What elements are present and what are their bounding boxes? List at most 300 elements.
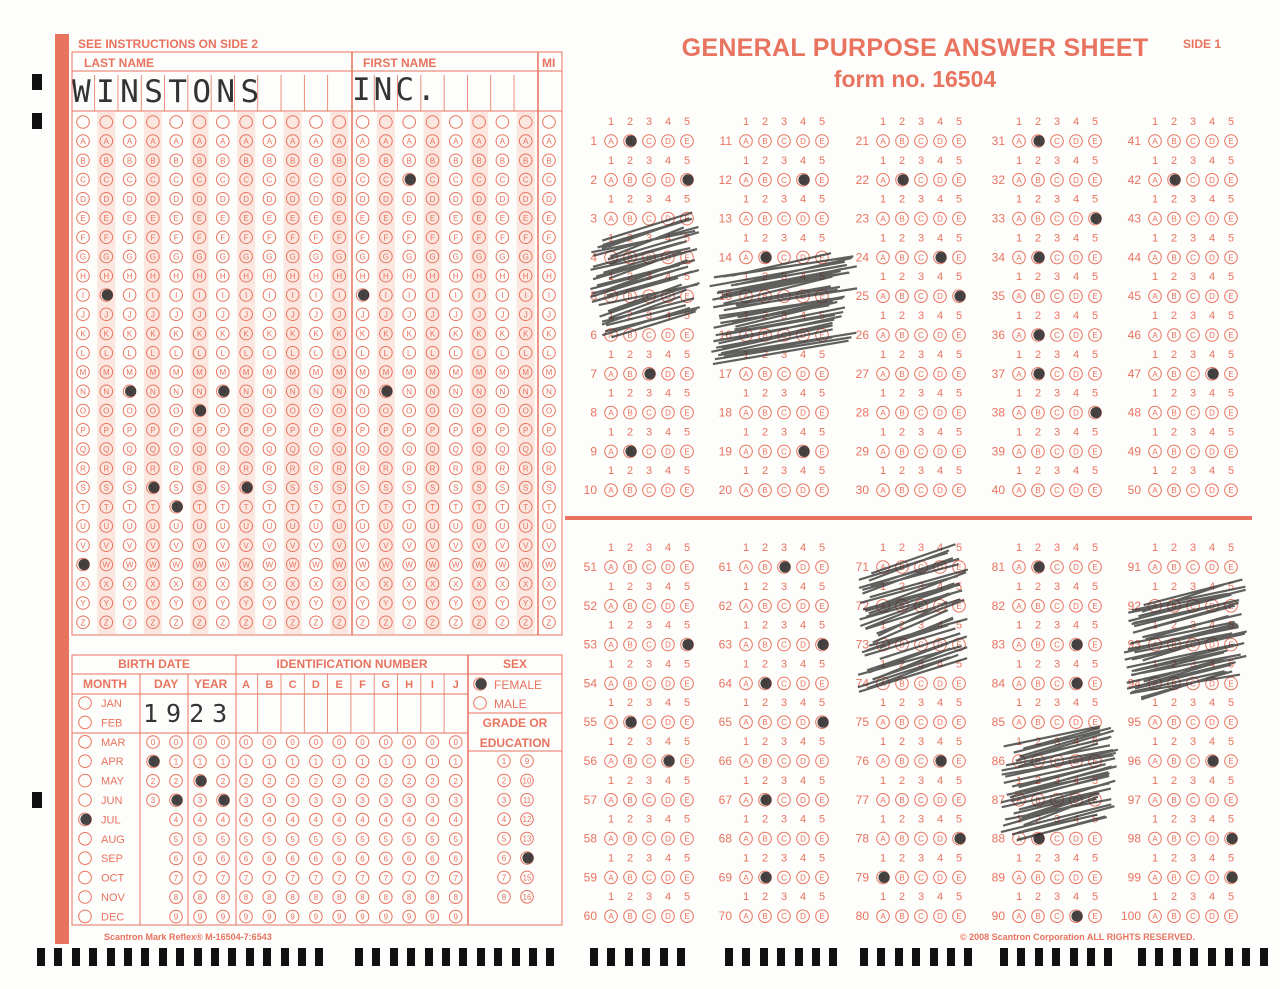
name-bubble-k[interactable]	[356, 327, 369, 340]
answer-34-e[interactable]	[1089, 251, 1102, 264]
name-bubble-i[interactable]	[403, 289, 416, 302]
answer-91-e[interactable]	[1225, 561, 1238, 574]
name-bubble-b[interactable]	[543, 154, 556, 167]
answer-3-c[interactable]	[643, 212, 656, 225]
name-bubble-q[interactable]	[496, 443, 509, 456]
answer-43-e[interactable]	[1225, 212, 1238, 225]
name-bubble-l[interactable]	[217, 346, 230, 359]
answer-23-a[interactable]	[877, 212, 890, 225]
name-blank-bubble[interactable]	[77, 116, 90, 129]
answer-21-d[interactable]	[934, 135, 947, 148]
answer-12-e[interactable]	[816, 174, 829, 187]
id-bubble-0[interactable]	[333, 736, 346, 749]
answer-11-d[interactable]	[797, 135, 810, 148]
name-bubble-y[interactable]	[123, 597, 136, 610]
answer-77-c[interactable]	[915, 794, 928, 807]
answer-26-b[interactable]	[896, 329, 909, 342]
answer-31-e[interactable]	[1089, 135, 1102, 148]
name-bubble-l[interactable]	[263, 346, 276, 359]
answer-54-a[interactable]	[605, 677, 618, 690]
id-bubble-7[interactable]	[426, 872, 439, 885]
name-bubble-g[interactable]	[170, 250, 183, 263]
answer-62-d[interactable]	[797, 600, 810, 613]
answer-66-c[interactable]	[778, 755, 791, 768]
answer-19-e[interactable]	[816, 445, 829, 458]
name-bubble-b[interactable]	[403, 154, 416, 167]
name-bubble-w[interactable]	[450, 558, 463, 571]
answer-55-b[interactable]	[624, 716, 637, 729]
answer-9-c[interactable]	[643, 445, 656, 458]
grade-bubble-12[interactable]	[521, 813, 534, 826]
id-bubble-4[interactable]	[426, 813, 439, 826]
answer-60-a[interactable]	[605, 910, 618, 923]
answer-22-b[interactable]	[896, 174, 909, 187]
answer-70-c[interactable]	[778, 910, 791, 923]
name-bubble-o[interactable]	[193, 404, 206, 417]
answer-39-e[interactable]	[1089, 445, 1102, 458]
name-bubble-y[interactable]	[170, 597, 183, 610]
name-bubble-a[interactable]	[543, 135, 556, 148]
answer-62-c[interactable]	[778, 600, 791, 613]
month-bubble-nov[interactable]	[79, 891, 92, 904]
name-bubble-g[interactable]	[310, 250, 323, 263]
answer-37-a[interactable]	[1013, 368, 1026, 381]
answer-12-d[interactable]	[797, 174, 810, 187]
id-bubble-3[interactable]	[426, 794, 439, 807]
name-bubble-w[interactable]	[217, 558, 230, 571]
id-bubble-6[interactable]	[380, 852, 393, 865]
id-bubble-6[interactable]	[263, 852, 276, 865]
answer-52-b[interactable]	[624, 600, 637, 613]
answer-13-e[interactable]	[816, 212, 829, 225]
name-bubble-f[interactable]	[217, 231, 230, 244]
name-bubble-a[interactable]	[123, 135, 136, 148]
id-bubble-6[interactable]	[426, 852, 439, 865]
answer-1-a[interactable]	[605, 135, 618, 148]
answer-18-d[interactable]	[797, 406, 810, 419]
id-bubble-1[interactable]	[426, 755, 439, 768]
sex-female-bubble[interactable]	[474, 678, 487, 691]
answer-10-d[interactable]	[662, 484, 675, 497]
name-bubble-w[interactable]	[403, 558, 416, 571]
answer-43-c[interactable]	[1187, 212, 1200, 225]
answer-68-e[interactable]	[816, 832, 829, 845]
name-bubble-o[interactable]	[77, 404, 90, 417]
answer-100-d[interactable]	[1206, 910, 1219, 923]
day-bubble-3[interactable]	[170, 794, 183, 807]
name-bubble-d[interactable]	[310, 192, 323, 205]
answer-25-a[interactable]	[877, 290, 890, 303]
grade-bubble-16[interactable]	[521, 891, 534, 904]
id-bubble-6[interactable]	[356, 852, 369, 865]
name-bubble-w[interactable]	[123, 558, 136, 571]
name-bubble-k[interactable]	[496, 327, 509, 340]
answer-14-b[interactable]	[759, 251, 772, 264]
answer-44-b[interactable]	[1168, 251, 1181, 264]
answer-61-b[interactable]	[759, 561, 772, 574]
name-bubble-z[interactable]	[123, 616, 136, 629]
answer-90-c[interactable]	[1051, 910, 1064, 923]
name-bubble-m[interactable]	[496, 366, 509, 379]
name-bubble-g[interactable]	[496, 250, 509, 263]
answer-36-b[interactable]	[1032, 329, 1045, 342]
answer-63-c[interactable]	[778, 638, 791, 651]
answer-82-e[interactable]	[1089, 600, 1102, 613]
name-bubble-f[interactable]	[263, 231, 276, 244]
name-bubble-s[interactable]	[356, 481, 369, 494]
id-bubble-3[interactable]	[356, 794, 369, 807]
name-bubble-z[interactable]	[356, 616, 369, 629]
name-bubble-m[interactable]	[123, 366, 136, 379]
id-bubble-7[interactable]	[310, 872, 323, 885]
answer-19-b[interactable]	[759, 445, 772, 458]
month-bubble-dec[interactable]	[79, 910, 92, 923]
answer-61-e[interactable]	[816, 561, 829, 574]
day-bubble-5[interactable]	[170, 833, 183, 846]
answer-76-e[interactable]	[953, 755, 966, 768]
answer-13-c[interactable]	[778, 212, 791, 225]
answer-55-e[interactable]	[681, 716, 694, 729]
id-bubble-6[interactable]	[310, 852, 323, 865]
name-bubble-s[interactable]	[170, 481, 183, 494]
name-bubble-l[interactable]	[496, 346, 509, 359]
id-bubble-0[interactable]	[380, 736, 393, 749]
name-bubble-l[interactable]	[170, 346, 183, 359]
answer-34-a[interactable]	[1013, 251, 1026, 264]
answer-24-a[interactable]	[877, 251, 890, 264]
name-bubble-n[interactable]	[123, 385, 136, 398]
answer-63-e[interactable]	[816, 638, 829, 651]
answer-13-a[interactable]	[740, 212, 753, 225]
name-bubble-v[interactable]	[170, 539, 183, 552]
id-bubble-5[interactable]	[310, 833, 323, 846]
id-bubble-4[interactable]	[356, 813, 369, 826]
name-bubble-i[interactable]	[450, 289, 463, 302]
name-bubble-h[interactable]	[403, 269, 416, 282]
answer-44-d[interactable]	[1206, 251, 1219, 264]
name-bubble-b[interactable]	[217, 154, 230, 167]
answer-25-b[interactable]	[896, 290, 909, 303]
name-bubble-e[interactable]	[450, 212, 463, 225]
name-bubble-l[interactable]	[356, 346, 369, 359]
name-bubble-u[interactable]	[170, 520, 183, 533]
day-bubble-3[interactable]	[147, 794, 160, 807]
answer-74-c[interactable]	[915, 677, 928, 690]
answer-25-c[interactable]	[915, 290, 928, 303]
id-bubble-8[interactable]	[403, 891, 416, 904]
answer-27-d[interactable]	[934, 368, 947, 381]
answer-78-c[interactable]	[915, 832, 928, 845]
name-bubble-q[interactable]	[403, 443, 416, 456]
answer-35-a[interactable]	[1013, 290, 1026, 303]
answer-26-a[interactable]	[877, 329, 890, 342]
day-bubble-2[interactable]	[147, 775, 160, 788]
name-bubble-t[interactable]	[310, 500, 323, 513]
answer-50-b[interactable]	[1168, 484, 1181, 497]
id-bubble-2[interactable]	[333, 775, 346, 788]
name-bubble-c[interactable]	[543, 173, 556, 186]
answer-75-d[interactable]	[934, 716, 947, 729]
answer-63-b[interactable]	[759, 638, 772, 651]
answer-26-e[interactable]	[953, 329, 966, 342]
answer-36-d[interactable]	[1070, 329, 1083, 342]
name-bubble-v[interactable]	[356, 539, 369, 552]
name-bubble-b[interactable]	[356, 154, 369, 167]
answer-83-b[interactable]	[1032, 638, 1045, 651]
answer-11-b[interactable]	[759, 135, 772, 148]
answer-43-b[interactable]	[1168, 212, 1181, 225]
id-bubble-6[interactable]	[333, 852, 346, 865]
answer-29-d[interactable]	[934, 445, 947, 458]
name-bubble-a[interactable]	[170, 135, 183, 148]
id-bubble-8[interactable]	[263, 891, 276, 904]
name-bubble-w[interactable]	[543, 558, 556, 571]
name-bubble-y[interactable]	[356, 597, 369, 610]
name-bubble-g[interactable]	[403, 250, 416, 263]
answer-99-c[interactable]	[1187, 871, 1200, 884]
name-bubble-z[interactable]	[543, 616, 556, 629]
answer-53-d[interactable]	[662, 638, 675, 651]
id-bubble-1[interactable]	[380, 755, 393, 768]
name-bubble-q[interactable]	[450, 443, 463, 456]
day-bubble-1[interactable]	[147, 755, 160, 768]
answer-84-b[interactable]	[1032, 677, 1045, 690]
answer-29-e[interactable]	[953, 445, 966, 458]
name-bubble-l[interactable]	[450, 346, 463, 359]
name-bubble-x[interactable]	[77, 577, 90, 590]
month-bubble-oct[interactable]	[79, 871, 92, 884]
answer-41-b[interactable]	[1168, 135, 1181, 148]
answer-23-e[interactable]	[953, 212, 966, 225]
name-bubble-l[interactable]	[310, 346, 323, 359]
answer-74-d[interactable]	[934, 677, 947, 690]
name-bubble-q[interactable]	[310, 443, 323, 456]
answer-13-d[interactable]	[797, 212, 810, 225]
name-bubble-m[interactable]	[403, 366, 416, 379]
name-bubble-z[interactable]	[450, 616, 463, 629]
name-bubble-s[interactable]	[123, 481, 136, 494]
id-bubble-9[interactable]	[356, 910, 369, 923]
grade-bubble-14[interactable]	[521, 852, 534, 865]
answer-98-e[interactable]	[1225, 832, 1238, 845]
name-bubble-f[interactable]	[496, 231, 509, 244]
name-bubble-f[interactable]	[77, 231, 90, 244]
name-blank-bubble[interactable]	[170, 116, 183, 129]
answer-45-d[interactable]	[1206, 290, 1219, 303]
id-bubble-1[interactable]	[403, 755, 416, 768]
name-blank-bubble[interactable]	[217, 116, 230, 129]
answer-18-c[interactable]	[778, 406, 791, 419]
answer-84-a[interactable]	[1013, 677, 1026, 690]
name-bubble-n[interactable]	[217, 385, 230, 398]
answer-29-c[interactable]	[915, 445, 928, 458]
answer-35-b[interactable]	[1032, 290, 1045, 303]
answer-53-c[interactable]	[643, 638, 656, 651]
answer-85-b[interactable]	[1032, 716, 1045, 729]
name-bubble-p[interactable]	[543, 423, 556, 436]
id-bubble-3[interactable]	[380, 794, 393, 807]
answer-78-a[interactable]	[877, 832, 890, 845]
answer-90-e[interactable]	[1089, 910, 1102, 923]
answer-79-a[interactable]	[877, 871, 890, 884]
name-bubble-h[interactable]	[170, 269, 183, 282]
name-bubble-p[interactable]	[356, 423, 369, 436]
answer-100-a[interactable]	[1149, 910, 1162, 923]
answer-59-e[interactable]	[681, 871, 694, 884]
name-bubble-k[interactable]	[403, 327, 416, 340]
name-bubble-d[interactable]	[543, 192, 556, 205]
name-bubble-d[interactable]	[356, 192, 369, 205]
answer-81-a[interactable]	[1013, 561, 1026, 574]
id-bubble-8[interactable]	[240, 891, 253, 904]
answer-79-e[interactable]	[953, 871, 966, 884]
answer-57-e[interactable]	[681, 794, 694, 807]
name-bubble-k[interactable]	[543, 327, 556, 340]
name-bubble-w[interactable]	[356, 558, 369, 571]
year-bubble-2[interactable]	[217, 775, 230, 788]
name-bubble-n[interactable]	[450, 385, 463, 398]
answer-55-d[interactable]	[662, 716, 675, 729]
name-bubble-h[interactable]	[450, 269, 463, 282]
name-bubble-o[interactable]	[543, 404, 556, 417]
month-bubble-mar[interactable]	[79, 736, 92, 749]
name-bubble-h[interactable]	[496, 269, 509, 282]
name-bubble-b[interactable]	[310, 154, 323, 167]
answer-51-b[interactable]	[624, 561, 637, 574]
answer-62-e[interactable]	[816, 600, 829, 613]
name-bubble-a[interactable]	[356, 135, 369, 148]
answer-28-d[interactable]	[934, 406, 947, 419]
id-bubble-7[interactable]	[380, 872, 393, 885]
answer-99-e[interactable]	[1225, 871, 1238, 884]
answer-88-d[interactable]	[1070, 832, 1083, 845]
name-bubble-r[interactable]	[403, 462, 416, 475]
answer-51-c[interactable]	[643, 561, 656, 574]
name-bubble-u[interactable]	[310, 520, 323, 533]
answer-32-d[interactable]	[1070, 174, 1083, 187]
name-bubble-s[interactable]	[403, 481, 416, 494]
id-bubble-3[interactable]	[310, 794, 323, 807]
name-bubble-s[interactable]	[217, 481, 230, 494]
name-blank-bubble[interactable]	[543, 116, 556, 129]
answer-20-b[interactable]	[759, 484, 772, 497]
answer-56-d[interactable]	[662, 755, 675, 768]
name-bubble-h[interactable]	[217, 269, 230, 282]
name-bubble-n[interactable]	[380, 385, 393, 398]
answer-27-a[interactable]	[877, 368, 890, 381]
id-bubble-4[interactable]	[240, 813, 253, 826]
answer-74-e[interactable]	[953, 677, 966, 690]
answer-57-d[interactable]	[662, 794, 675, 807]
name-bubble-h[interactable]	[356, 269, 369, 282]
answer-32-a[interactable]	[1013, 174, 1026, 187]
name-bubble-p[interactable]	[123, 423, 136, 436]
day-bubble-7[interactable]	[170, 872, 183, 885]
answer-39-b[interactable]	[1032, 445, 1045, 458]
answer-41-e[interactable]	[1225, 135, 1238, 148]
name-bubble-u[interactable]	[123, 520, 136, 533]
name-bubble-s[interactable]	[543, 481, 556, 494]
answer-11-e[interactable]	[816, 135, 829, 148]
answer-6-c[interactable]	[643, 329, 656, 342]
answer-28-a[interactable]	[877, 406, 890, 419]
grade-bubble-15[interactable]	[521, 871, 534, 884]
name-bubble-t[interactable]	[170, 500, 183, 513]
name-bubble-c[interactable]	[263, 173, 276, 186]
answer-24-e[interactable]	[953, 251, 966, 264]
name-blank-bubble[interactable]	[356, 116, 369, 129]
name-bubble-i[interactable]	[263, 289, 276, 302]
answer-69-a[interactable]	[740, 871, 753, 884]
id-bubble-3[interactable]	[333, 794, 346, 807]
name-bubble-j[interactable]	[356, 308, 369, 321]
answer-80-b[interactable]	[896, 910, 909, 923]
answer-84-e[interactable]	[1089, 677, 1102, 690]
answer-52-d[interactable]	[662, 600, 675, 613]
name-bubble-e[interactable]	[543, 212, 556, 225]
name-bubble-l[interactable]	[77, 346, 90, 359]
name-bubble-c[interactable]	[450, 173, 463, 186]
answer-77-b[interactable]	[896, 794, 909, 807]
answer-19-c[interactable]	[778, 445, 791, 458]
name-bubble-j[interactable]	[217, 308, 230, 321]
answer-30-e[interactable]	[953, 484, 966, 497]
answer-63-d[interactable]	[797, 638, 810, 651]
day-bubble-8[interactable]	[170, 891, 183, 904]
answer-81-c[interactable]	[1051, 561, 1064, 574]
answer-58-c[interactable]	[643, 832, 656, 845]
name-bubble-i[interactable]	[356, 289, 369, 302]
id-bubble-4[interactable]	[310, 813, 323, 826]
answer-40-a[interactable]	[1013, 484, 1026, 497]
answer-32-e[interactable]	[1089, 174, 1102, 187]
id-bubble-7[interactable]	[333, 872, 346, 885]
name-bubble-k[interactable]	[310, 327, 323, 340]
answer-96-a[interactable]	[1149, 755, 1162, 768]
answer-77-d[interactable]	[934, 794, 947, 807]
name-bubble-u[interactable]	[403, 520, 416, 533]
answer-39-d[interactable]	[1070, 445, 1083, 458]
name-bubble-b[interactable]	[496, 154, 509, 167]
name-bubble-u[interactable]	[263, 520, 276, 533]
answer-9-e[interactable]	[681, 445, 694, 458]
year-bubble-7[interactable]	[217, 872, 230, 885]
name-bubble-d[interactable]	[450, 192, 463, 205]
answer-100-e[interactable]	[1225, 910, 1238, 923]
id-bubble-1[interactable]	[240, 755, 253, 768]
answer-67-b[interactable]	[759, 794, 772, 807]
name-bubble-u[interactable]	[217, 520, 230, 533]
answer-59-c[interactable]	[643, 871, 656, 884]
answer-29-b[interactable]	[896, 445, 909, 458]
name-bubble-l[interactable]	[543, 346, 556, 359]
name-bubble-w[interactable]	[170, 558, 183, 571]
name-bubble-f[interactable]	[123, 231, 136, 244]
answer-11-a[interactable]	[740, 135, 753, 148]
name-bubble-u[interactable]	[543, 520, 556, 533]
answer-7-e[interactable]	[681, 368, 694, 381]
id-bubble-9[interactable]	[333, 910, 346, 923]
answer-17-e[interactable]	[816, 368, 829, 381]
name-bubble-p[interactable]	[450, 423, 463, 436]
name-bubble-c[interactable]	[310, 173, 323, 186]
year-bubble-4[interactable]	[217, 813, 230, 826]
answer-80-a[interactable]	[877, 910, 890, 923]
answer-34-b[interactable]	[1032, 251, 1045, 264]
id-bubble-4[interactable]	[263, 813, 276, 826]
name-bubble-q[interactable]	[217, 443, 230, 456]
name-bubble-m[interactable]	[77, 366, 90, 379]
